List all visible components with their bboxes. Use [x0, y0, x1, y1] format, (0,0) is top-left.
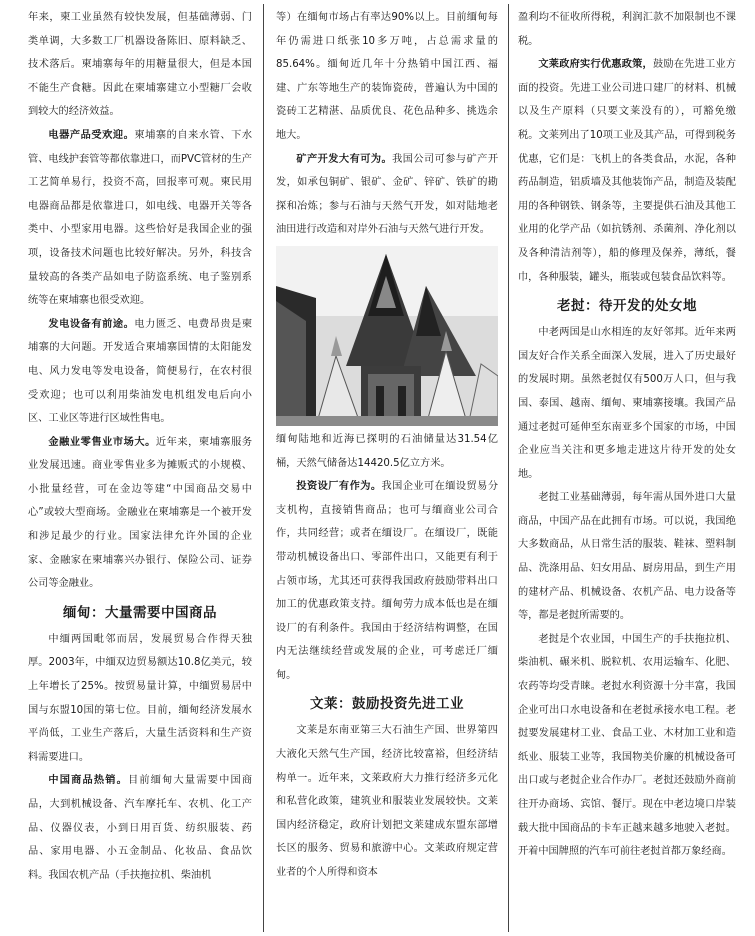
section-heading-brunei: 文莱：鼓励投资先进工业 — [310, 696, 464, 713]
paragraph: 老挝工业基础薄弱，每年需从国外进口大量商品，中国产品在此拥有市场。可以说，我国绝大多数商品，从日常生活的服装、鞋袜、塑料制品、洗涤用品、妇女用品、厨房用品，到生产用的建材产品、机械设备、农机产品、电力设备等等，都是老挝所需要的。 — [518, 492, 736, 622]
paragraph: 文莱政府实行优惠政策，鼓励在先进工业方面的投资。先进工业公司进口建厂的材料、机械以及生产原料（只要文莱没有的），可豁免缴税。文莱列出了10项工业及其产品，可得到税务优惠，它们是：飞机上的各类食品，水泥，各种药品制造，铝质墙及其他装饰产品，制造及装配用的各种钢铁、钢条等，主要提供石油及其他工业用的化学产品（如抗锈剂、杀菌剂、净化剂以及各种清洁剂等），船的修理及保养，薄纸，餐巾，各种服装，罐头，瓶装或包装食品饮料等。 — [518, 59, 736, 283]
paragraph-lead: 投资设厂有作为。 — [296, 481, 382, 493]
paragraph: 文莱是东南亚第三大石油生产国、世界第四大液化天然气生产国，经济比较富裕，但经济结构单一。近年来，文莱政府大力推行经济多元化和私营化政策，建筑业和服装业发展较快。文莱国内经济稳定，政府计划把文莱建成东盟东部增长区的服务、贸易和旅游中心。文莱政府规定营业者的个人所得和资本 — [276, 725, 498, 879]
paragraph-lead: 发电设备有前途。 — [48, 318, 135, 330]
paragraph: 盈利均不征收所得税，利润汇款不加限制也不课税。 — [518, 12, 736, 47]
paragraph-lead: 矿产开发大有可为。 — [296, 153, 393, 165]
paragraph: 中老两国是山水相连的友好邻邦。近年来两国友好合作关系全面深入发展，进入了历史最好的发展时期。虽然老挝仅有500万人口，但与我国、泰国、越南、缅甸、柬埔寨接壤。我国产品通过老挝可延伸至东南亚多个国家的市场，中国企业应当关注和更多地走进这片待开发的处女地。 — [518, 327, 736, 480]
paragraph-lead: 金融业零售业市场大。 — [48, 436, 156, 448]
paragraph: 中国商品热销。目前缅甸大量需要中国商品，大到机械设备、汽车摩托车、农机、化工产品、仪器仪表，小到日用百货、纺织服装、药品、家用电器、小五金制品、化妆品、食品饮料。我国农机产品（手扶拖拉机、柴油机 — [28, 775, 252, 881]
section-heading-myanmar: 缅甸：大量需要中国商品 — [63, 604, 217, 621]
photo-caption: 缅甸陆地和近海已探明的石油储量达31.54亿桶，天然气储备达14420.5亿立方米。 — [276, 433, 498, 469]
paragraph: 中缅两国毗邻而居，发展贸易合作得天独厚。2003年，中缅双边贸易额达10.8亿美元，较上年增长了25%。按贸易量计算，中缅贸易居中国与东盟10国的第七位。目前，缅甸经济发展水平尚低，工业生产落后，大量生活资料和生产资料需要进口。 — [28, 633, 252, 763]
paragraph: 矿产开发大有可为。我国公司可参与矿产开发，如承包铜矿、银矿、金矿、锌矿、铁矿的勘探和冶炼；参与石油与天然气开发，如对陆地老油田进行改造和对岸外石油与天然气进行开发。 — [276, 153, 498, 236]
column-3 — [518, 6, 736, 932]
paragraph-lead: 电器产品受欢迎。 — [48, 129, 135, 141]
column-divider-2 — [508, 4, 509, 932]
paragraph-lead: 文莱政府实行优惠政策， — [538, 59, 653, 71]
column-1 — [28, 6, 252, 932]
paragraph: 发电设备有前途。电力匮乏、电费昂贵是柬埔寨的大问题。开发适合柬埔寨国情的太阳能发电、风力发电等发电设备，简便易行，在农村很受欢迎；也可以利用柴油发电机组发电后向小区、工业区等进行区域性售电。 — [28, 318, 252, 425]
paragraph: 老挝是个农业国，中国生产的手扶拖拉机、柴油机、碾米机、脱粒机、农用运输车、化肥、农药等均受青睐。老挝水利资源十分丰富，我国企业可出口水电设备和在老挝承接水电工程。老挝要发展建材工业、食品工业、木材加工业和造纸业、服装工业等，我国物美价廉的机械设备可出口或与老挝企业合作办厂。老挝还鼓励外商前往开办商场、宾馆、餐厅。现在中老边境口岸装载大批中国商品的卡车正越来越多地驶入老挝。开着中国牌照的汽车可前往老挝首都万象经商。 — [518, 633, 736, 858]
paragraph-lead: 中国商品热销。 — [48, 775, 129, 787]
column-divider-1 — [263, 4, 264, 932]
section-heading-laos: 老挝：待开发的处女地 — [557, 298, 697, 315]
paragraph: 投资设厂有作为。我国企业可在缅设贸易分支机构，直接销售商品；也可与缅商业公司合作，共同经营；或者在缅设厂。在缅设厂，既能带动机械设备出口、零部件出口，又能更有利于占领市场，尤其还可获得我国政府鼓励带料出口加工的优惠政策支持。缅甸劳力成本低也是在缅设厂的有利条件。我国由于经济结构调整，在国内无法继续经营或发展的企业，可考虑迁厂缅甸。 — [276, 481, 498, 681]
paragraph: 金融业零售业市场大。近年来，柬埔寨服务业发展迅速。商业零售业多为摊贩式的小规模、小批量经营，可在金边等建“中国商品交易中心”或较大型商场。金融业在柬埔寨是一个被开发和涉足最少的行业。国家法律允许外国的企业家、金融家在柬埔寨兴办银行、保险公司、证券公司等金融业。 — [28, 436, 252, 590]
paragraph: 电器产品受欢迎。柬埔寨的自来水管、下水管、电线护套管等都依靠进口，而PVC管材的生产工艺简单易行，投资不高，回报率可观。柬民用电器商品都是依靠进口，如电线、电器开关等各类中、小型家用电器。这些恰好是我国企业的强项，设备技术问题也比较好解决。另外，科技含量较高的各类产品如电子防盗系统、电子鉴别系统等在柬埔寨也很受欢迎。 — [28, 129, 252, 307]
pagoda-photo — [276, 246, 498, 426]
paragraph: 年来，柬工业虽然有较快发展，但基础薄弱、门类单调，大多数工厂机器设备陈旧、原料缺乏、技术落后。柬埔寨每年的用糖量很大，但是本国不能生产食糖。因此在柬埔寨建立小型糖厂会收到较大的经济效益。 — [28, 12, 252, 118]
paragraph: 等）在缅甸市场占有率达90%以上。目前缅甸每年仍需进口纸张10多万吨，占总需求量的85.64%。缅甸近几年十分热销中国江西、福建、广东等地生产的装饰瓷砖，普遍认为中国的瓷砖工艺精湛、品质优良、花色品种多、挑选余地大。 — [276, 12, 498, 141]
column-2 — [276, 6, 498, 932]
